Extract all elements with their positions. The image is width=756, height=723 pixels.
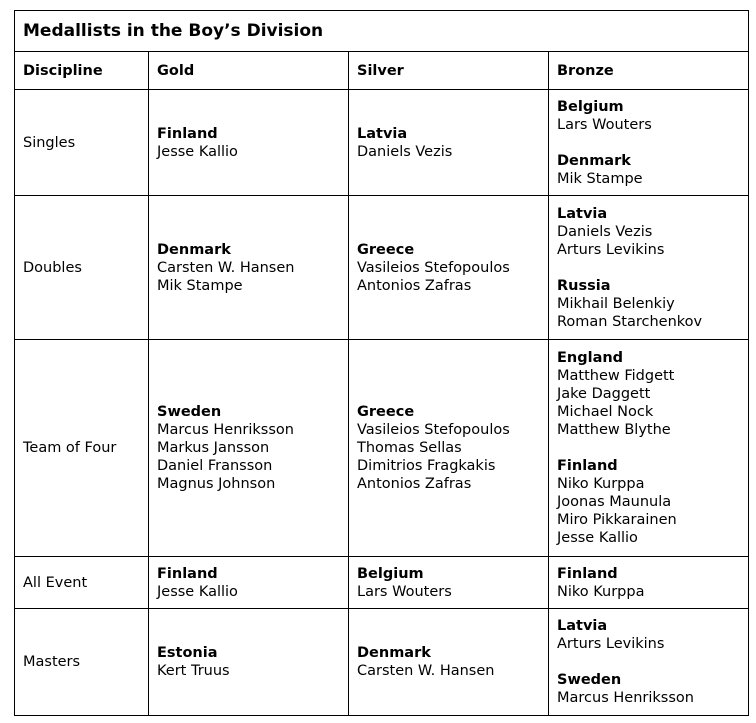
athlete-name: Niko Kurppa bbox=[557, 583, 645, 600]
medal-group bbox=[357, 403, 540, 493]
country-name: Denmark bbox=[357, 645, 431, 661]
medal-group bbox=[557, 205, 740, 259]
country-name: Greece bbox=[357, 241, 415, 258]
athlete-name: Lars Wouters bbox=[357, 583, 452, 600]
silver-cell bbox=[349, 196, 549, 340]
medal-group bbox=[157, 565, 340, 601]
country-name: Finland bbox=[557, 565, 618, 582]
athlete-name: Mik Stampe bbox=[157, 277, 243, 294]
athlete-name: Lars Wouters bbox=[557, 116, 652, 133]
medal-group bbox=[557, 277, 740, 331]
medal-group bbox=[557, 457, 740, 547]
table-title-row bbox=[15, 11, 749, 52]
athlete-name: Kert Truus bbox=[157, 663, 230, 679]
medal-group bbox=[157, 241, 340, 295]
athlete-name: Roman Starchenkov bbox=[557, 313, 703, 330]
country-name: Finland bbox=[157, 565, 218, 582]
medal-group bbox=[157, 403, 340, 493]
athlete-name: Joonas Maunula bbox=[557, 494, 672, 510]
medal-group bbox=[357, 565, 540, 601]
country-name: Greece bbox=[357, 404, 415, 420]
athlete-name: Carsten W. Hansen bbox=[357, 663, 495, 679]
athlete-name: Marcus Henriksson bbox=[157, 422, 294, 438]
medal-group bbox=[557, 152, 740, 188]
bronze-cell bbox=[549, 609, 749, 716]
athlete-name: Magnus Johnson bbox=[157, 476, 276, 492]
athlete-name: Jesse Kallio bbox=[557, 530, 638, 546]
country-name: Latvia bbox=[557, 205, 608, 222]
medal-group bbox=[557, 671, 740, 707]
country-name: Finland bbox=[557, 458, 618, 474]
country-name: England bbox=[557, 350, 624, 366]
country-name: Belgium bbox=[557, 98, 624, 115]
header-discipline: Discipline bbox=[15, 52, 149, 90]
athlete-name: Matthew Fidgett bbox=[557, 368, 675, 384]
athlete-name: Arturs Levikins bbox=[557, 636, 665, 652]
medal-group bbox=[557, 349, 740, 439]
discipline-cell: Team of Four bbox=[15, 340, 149, 557]
medallists-table bbox=[14, 10, 749, 716]
athlete-name: Arturs Levikins bbox=[557, 241, 665, 258]
athlete-name: Jake Daggett bbox=[557, 386, 651, 402]
silver-cell bbox=[349, 340, 549, 557]
gold-cell bbox=[149, 90, 349, 196]
bronze-cell bbox=[549, 90, 749, 196]
medal-group bbox=[357, 644, 540, 680]
country-name: Denmark bbox=[157, 241, 231, 258]
discipline-cell: Masters bbox=[15, 609, 149, 716]
gold-cell bbox=[149, 340, 349, 557]
gold-cell bbox=[149, 609, 349, 716]
medal-group bbox=[557, 565, 740, 601]
athlete-name: Thomas Sellas bbox=[357, 440, 462, 456]
table-header-row bbox=[15, 52, 749, 90]
athlete-name: Vasileios Stefopoulos bbox=[357, 259, 510, 276]
athlete-name: Jesse Kallio bbox=[157, 143, 238, 160]
country-name: Sweden bbox=[557, 672, 622, 688]
athlete-name: Daniels Vezis bbox=[357, 143, 453, 160]
country-name: Latvia bbox=[357, 125, 408, 142]
athlete-name: Antonios Zafras bbox=[357, 476, 472, 492]
gold-cell bbox=[149, 196, 349, 340]
header-silver: Silver bbox=[349, 52, 549, 90]
medal-group bbox=[357, 241, 540, 295]
athlete-name: Jesse Kallio bbox=[157, 583, 238, 600]
country-name: Latvia bbox=[557, 618, 608, 634]
table-row bbox=[15, 90, 749, 196]
athlete-name: Antonios Zafras bbox=[357, 277, 472, 294]
header-bronze: Bronze bbox=[549, 52, 749, 90]
athlete-name: Vasileios Stefopoulos bbox=[357, 422, 510, 438]
medal-group bbox=[557, 617, 740, 653]
table-body bbox=[15, 90, 749, 716]
athlete-name: Carsten W. Hansen bbox=[157, 259, 295, 276]
athlete-name: Dimitrios Fragkakis bbox=[357, 458, 496, 474]
silver-cell bbox=[349, 609, 549, 716]
bronze-cell bbox=[549, 196, 749, 340]
table-row bbox=[15, 340, 749, 557]
athlete-name: Marcus Henriksson bbox=[557, 690, 694, 706]
table-row bbox=[15, 609, 749, 716]
athlete-name: Mikhail Belenkiy bbox=[557, 295, 675, 312]
country-name: Sweden bbox=[157, 404, 222, 420]
discipline-cell: Doubles bbox=[15, 196, 149, 340]
athlete-name: Niko Kurppa bbox=[557, 476, 645, 492]
discipline-cell: Singles bbox=[15, 90, 149, 196]
table-row bbox=[15, 557, 749, 609]
athlete-name: Mik Stampe bbox=[557, 170, 643, 187]
athlete-name: Daniels Vezis bbox=[557, 223, 653, 240]
header-gold: Gold bbox=[149, 52, 349, 90]
athlete-name: Michael Nock bbox=[557, 404, 654, 420]
country-name: Denmark bbox=[557, 152, 631, 169]
medal-group bbox=[557, 98, 740, 134]
country-name: Estonia bbox=[157, 645, 218, 661]
silver-cell bbox=[349, 90, 549, 196]
gold-cell bbox=[149, 557, 349, 609]
medal-group bbox=[357, 125, 540, 161]
country-name: Belgium bbox=[357, 565, 424, 582]
athlete-name: Miro Pikkarainen bbox=[557, 512, 677, 528]
athlete-name: Matthew Blythe bbox=[557, 422, 671, 438]
country-name: Russia bbox=[557, 277, 611, 294]
athlete-name: Daniel Fransson bbox=[157, 458, 273, 474]
silver-cell bbox=[349, 557, 549, 609]
table-row bbox=[15, 196, 749, 340]
bronze-cell bbox=[549, 340, 749, 557]
medal-group bbox=[157, 125, 340, 161]
discipline-cell: All Event bbox=[15, 557, 149, 609]
bronze-cell bbox=[549, 557, 749, 609]
country-name: Finland bbox=[157, 125, 218, 142]
table-title: Medallists in the Boy’s Division bbox=[15, 11, 749, 52]
athlete-name: Markus Jansson bbox=[157, 440, 270, 456]
medal-group bbox=[157, 644, 340, 680]
